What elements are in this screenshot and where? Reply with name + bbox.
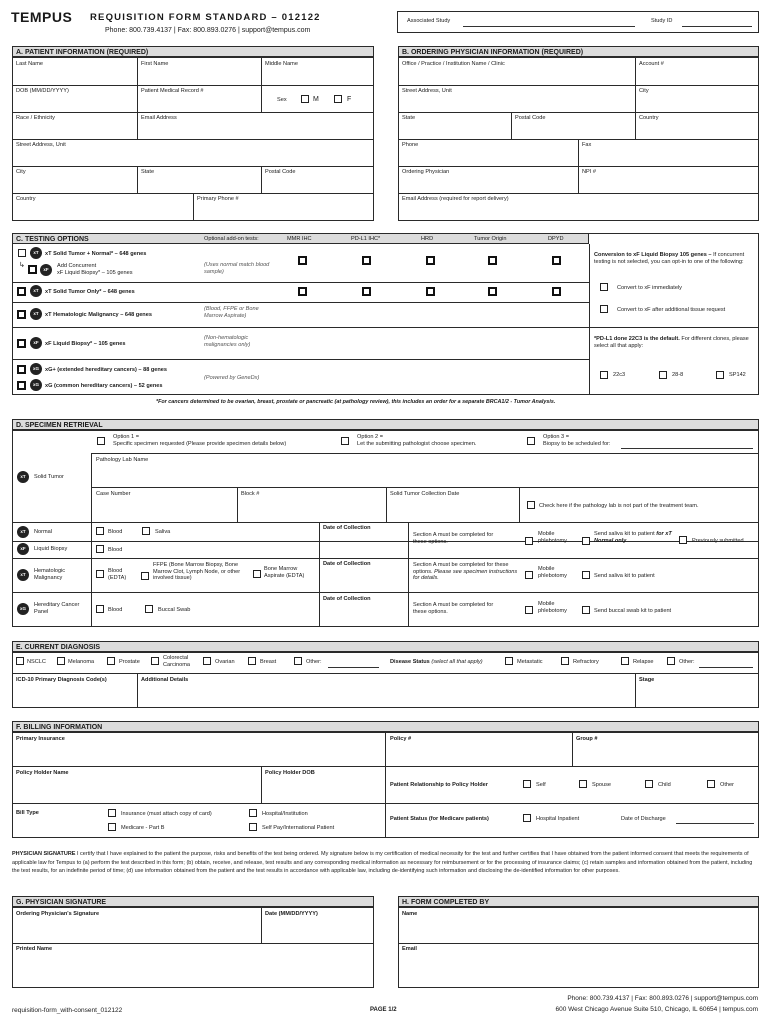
addon-tests-label: Optional add-on tests: bbox=[204, 236, 259, 242]
heme-mobile-label: Mobile phlebotomy bbox=[538, 566, 567, 579]
dx-breast-checkbox[interactable] bbox=[248, 657, 256, 665]
xg-badge-icon: xG bbox=[30, 363, 42, 375]
collection-date-label: Solid Tumor Collection Date bbox=[390, 491, 460, 497]
dx-prostate-label: Prostate bbox=[119, 659, 140, 665]
heme-bma-checkbox[interactable] bbox=[253, 570, 261, 578]
pdl1-default: *PD-L1 done 22C3 is the default. bbox=[594, 336, 680, 342]
xf-badge-icon: xF bbox=[30, 337, 42, 349]
rel-spouse-checkbox[interactable] bbox=[579, 780, 587, 788]
uses-normal-note: (Uses normal match blood sample) bbox=[204, 262, 270, 275]
section-d-header: D. SPECIMEN RETRIEVAL bbox=[12, 419, 759, 430]
block-label: Block # bbox=[241, 491, 260, 497]
normal-saliva-label: Saliva bbox=[155, 529, 171, 535]
rel-self-checkbox[interactable] bbox=[523, 780, 531, 788]
hered-mobile-label: Mobile phlebotomy bbox=[538, 601, 567, 614]
sex-label: Sex bbox=[277, 97, 287, 103]
case-number-label: Case Number bbox=[96, 491, 131, 497]
option3-text: Biopsy to be scheduled for: bbox=[543, 441, 611, 447]
phys-state-label: State bbox=[402, 115, 416, 121]
xt-heme-label: xT Hematologic Malignancy – 648 genes bbox=[45, 312, 152, 318]
normal-mobile-label: Mobile phlebotomy bbox=[538, 531, 567, 544]
dx-other-checkbox[interactable] bbox=[294, 657, 302, 665]
section-g-header: G. PHYSICIAN SIGNATURE bbox=[12, 896, 374, 907]
path-not-team-label: Check here if the pathology lab is not part of the treatment team. bbox=[539, 503, 699, 509]
policy-holder-label: Policy Holder Name bbox=[16, 770, 69, 776]
option1-text: Specific specimen requested (Please provide specimen details below) bbox=[113, 441, 287, 447]
rel-other-checkbox[interactable] bbox=[707, 780, 715, 788]
liquid-blood-checkbox[interactable] bbox=[96, 545, 104, 553]
last-name-label: Last Name bbox=[16, 61, 44, 67]
account-label: Account # bbox=[639, 61, 664, 67]
additional-details-label: Additional Details bbox=[141, 677, 189, 683]
xt-normal-origin-checkbox[interactable] bbox=[488, 256, 497, 265]
option3-checkbox[interactable] bbox=[527, 437, 535, 445]
footer-page: PAGE 1/2 bbox=[370, 1007, 397, 1013]
xt-only-mmr-checkbox[interactable] bbox=[298, 287, 307, 296]
patient-city-label: City bbox=[16, 169, 26, 175]
patient-postal-label: Postal Code bbox=[265, 169, 296, 175]
dx-ovarian-label: Ovarian bbox=[215, 659, 235, 665]
status-other-checkbox[interactable] bbox=[667, 657, 675, 665]
rel-child-checkbox[interactable] bbox=[645, 780, 653, 788]
heme-blood-checkbox[interactable] bbox=[96, 570, 104, 578]
sig-statement-text: I certify that I have explained to the patient the purpose, risks and benefits of the test being ordered. My signature below is my certification of medical necessity for the test and further certifies that I have obtained from the patient informed consent that meets the requirements of applicable law for Tempus to (a) perform the test described in this form; (b) obtain, receive, and release, test results and any corresponding medical information as necessary for reimbursement or for the processing of insurance claims; (c) retain samples and information obtained from the patient, including the test results, for an indefinite period of time; (d) use information obtained from the patient and the test results in accordance with applicable law, including de-identifying such information and disclosing the de-identified information for other purposes. bbox=[12, 851, 753, 875]
heme-ffpe-label: FFPE (Bone Marrow Biopsy, Bone Marrow Clot, Lymph Node, or other involved tissue) bbox=[153, 562, 241, 582]
xt-normal-label: xT Solid Tumor + Normal* – 648 genes bbox=[45, 251, 147, 257]
normal-doc-label: Date of Collection bbox=[323, 525, 371, 531]
sex-f-label: F bbox=[347, 96, 352, 103]
heme-seca-req-text: Section A must be completed for these options. bbox=[413, 562, 509, 575]
convert-immediately-checkbox[interactable] bbox=[600, 283, 608, 291]
option2-label: Option 2 = bbox=[357, 434, 383, 440]
hered-seca-req-text: Section A must be completed for these options. bbox=[413, 602, 494, 615]
hered-blood-checkbox[interactable] bbox=[96, 605, 104, 613]
heme-send-kit-checkbox[interactable] bbox=[582, 571, 590, 579]
solid-tumor-label: Solid Tumor bbox=[34, 474, 64, 480]
patient-status-label: Patient Status (for Medicare patients) bbox=[390, 816, 489, 822]
section-h-box bbox=[398, 907, 759, 988]
dx-melanoma-checkbox[interactable] bbox=[57, 657, 65, 665]
xt-normal-hrd-checkbox[interactable] bbox=[426, 256, 435, 265]
xt-normal-checkbox[interactable] bbox=[18, 249, 26, 257]
middle-name-label: Middle Name bbox=[265, 61, 298, 67]
heme-seca-req bbox=[413, 562, 521, 582]
section-h-header: H. FORM COMPLETED BY bbox=[398, 896, 759, 907]
xt-heme-checkbox[interactable] bbox=[17, 310, 26, 319]
normal-saliva-checkbox[interactable] bbox=[142, 527, 150, 535]
disease-status-label: Disease Status bbox=[390, 659, 430, 665]
printed-name-label: Printed Name bbox=[16, 946, 53, 952]
sex-f-checkbox[interactable] bbox=[334, 95, 342, 103]
status-metastatic-checkbox[interactable] bbox=[505, 657, 513, 665]
heme-mobile-checkbox[interactable] bbox=[525, 571, 533, 579]
liquid-biopsy-label: Liquid Biopsy bbox=[34, 546, 68, 552]
convert-after-checkbox[interactable] bbox=[600, 305, 608, 313]
assoc-study-label: Associated Study bbox=[407, 18, 451, 24]
clone-22c3-checkbox[interactable] bbox=[600, 371, 608, 379]
dob-label: DOB (MM/DD/YYYY) bbox=[16, 88, 69, 94]
heme-seca-req2: Please see specimen instructions for details. bbox=[413, 568, 518, 582]
hered-doc-label: Date of Collection bbox=[323, 596, 371, 602]
footer-address: 600 West Chicago Avenue Suite 510, Chicago, IL 60654 | tempus.com bbox=[555, 1006, 758, 1013]
dx-nsclc-label: NSCLC bbox=[27, 659, 46, 665]
section-e-header: E. CURRENT DIAGNOSIS bbox=[12, 641, 759, 652]
sex-m-checkbox[interactable] bbox=[301, 95, 309, 103]
clone-28-8-checkbox[interactable] bbox=[659, 371, 667, 379]
completed-email-label: Email bbox=[402, 946, 417, 952]
addon-col-tumor-origin: Tumor Origin bbox=[474, 236, 507, 242]
disease-status-note: (select all that apply) bbox=[431, 659, 483, 665]
signature-date-label: Date (MM/DD/YYYY) bbox=[265, 911, 318, 917]
inpatient-label: Hospital Inpatient bbox=[536, 816, 580, 822]
xt-normal-pdl1-checkbox[interactable] bbox=[362, 256, 371, 265]
clone-sp142-label: SP142 bbox=[729, 372, 746, 378]
normal-label: Normal bbox=[34, 529, 53, 535]
section-c-header: C. TESTING OPTIONS bbox=[12, 233, 589, 244]
xt-only-label: xT Solid Tumor Only* – 648 genes bbox=[45, 289, 135, 295]
xg-badge-icon: xG bbox=[30, 379, 42, 391]
convert-immediately-label: Convert to xF immediately bbox=[617, 285, 682, 291]
phys-phone-label: Phone bbox=[402, 142, 419, 148]
xf-badge-icon: xF bbox=[40, 264, 52, 276]
patient-state-label: State bbox=[141, 169, 155, 175]
xt-only-dpyd-checkbox[interactable] bbox=[552, 287, 561, 296]
phys-city-label: City bbox=[639, 88, 649, 94]
rel-self-label: Self bbox=[536, 782, 546, 788]
normal-blood-checkbox[interactable] bbox=[96, 527, 104, 535]
footer-contact: Phone: 800.739.4137 | Fax: 800.893.0276 | support@tempus.com bbox=[567, 995, 758, 1002]
concurrent-xf-label: xF Liquid Biopsy* – 105 genes bbox=[57, 270, 133, 276]
xt-badge-icon: xT bbox=[17, 526, 29, 538]
disease-status bbox=[390, 659, 483, 666]
npi-label: NPI # bbox=[582, 169, 596, 175]
xg-checkbox[interactable] bbox=[17, 381, 26, 390]
patient-country-label: Country bbox=[16, 196, 36, 202]
previously-submitted-label: Previously submitted bbox=[692, 538, 744, 544]
dx-colorectal-checkbox[interactable] bbox=[151, 657, 159, 665]
status-refractory-label: Refractory bbox=[573, 659, 599, 665]
inpatient-checkbox[interactable] bbox=[523, 814, 531, 822]
xg-label: xG (common hereditary cancers) – 52 genes bbox=[45, 383, 163, 389]
rel-spouse-label: Spouse bbox=[592, 782, 611, 788]
pdl1-instructions: For different clones, please select all that apply: bbox=[594, 336, 749, 349]
clone-sp142-checkbox[interactable] bbox=[716, 371, 724, 379]
normal-send-kit-label bbox=[594, 531, 672, 544]
xg-plus-checkbox[interactable] bbox=[17, 365, 26, 374]
discharge-label: Date of Discharge bbox=[621, 816, 666, 822]
bill-hospital-checkbox[interactable] bbox=[249, 809, 257, 817]
phys-country-label: Country bbox=[639, 115, 659, 121]
normal-blood-label: Blood bbox=[108, 529, 123, 535]
dx-prostate-checkbox[interactable] bbox=[107, 657, 115, 665]
dx-colorectal-label: Colorectal Carcinoma bbox=[163, 655, 191, 668]
heme-note: (Blood, FFPE or Bone Marrow Aspirate) bbox=[204, 306, 259, 319]
xt-badge-icon: xT bbox=[30, 308, 42, 320]
bill-type-label: Bill Type bbox=[16, 810, 39, 816]
concurrent-arrow-icon: ↳ bbox=[19, 262, 25, 269]
patient-phone-label: Primary Phone # bbox=[197, 196, 239, 202]
mrn-label: Patient Medical Record # bbox=[141, 88, 204, 94]
section-c-footnote: *For cancers determined to be ovarian, breast, prostate or pancreatic (at pathology review), this includes an order for a separate BRCA1/2 - Tumor Analysis. bbox=[156, 399, 556, 405]
phys-email-label: Email Address (required for report delivery) bbox=[402, 196, 509, 202]
phys-postal-label: Postal Code bbox=[515, 115, 546, 121]
policy-holder-dob-label: Policy Holder DOB bbox=[265, 770, 315, 776]
xt-badge-icon: xT bbox=[17, 569, 29, 581]
send-kit-xt-note: for xT Normal only bbox=[594, 531, 672, 544]
convert-after-label: Convert to xF after additional tissue request bbox=[617, 307, 726, 313]
addon-col-mmr: MMR IHC bbox=[287, 236, 312, 242]
bill-insurance-checkbox[interactable] bbox=[108, 809, 116, 817]
xt-only-hrd-checkbox[interactable] bbox=[426, 287, 435, 296]
group-number-label: Group # bbox=[576, 736, 598, 742]
xt-badge-icon: xT bbox=[17, 471, 29, 483]
section-f-header: F. BILLING INFORMATION bbox=[12, 721, 759, 732]
completed-name-label: Name bbox=[402, 911, 418, 917]
header-contact: Phone: 800.739.4137 | Fax: 800.893.0276 | support@tempus.com bbox=[105, 27, 311, 34]
study-id-label: Study ID bbox=[651, 18, 673, 24]
heme-ffpe-checkbox[interactable] bbox=[141, 572, 149, 580]
option3-label: Option 3 = bbox=[543, 434, 569, 440]
footer-filename: requisition-form_with-consent_012122 bbox=[12, 1007, 123, 1014]
addon-col-hrd: HRD bbox=[421, 236, 434, 242]
option2-checkbox[interactable] bbox=[341, 437, 349, 445]
liquid-blood-label: Blood bbox=[108, 547, 123, 553]
xg-badge-icon: xG bbox=[17, 603, 29, 615]
hered-seca-req bbox=[413, 602, 508, 615]
xt-normal-dpyd-checkbox[interactable] bbox=[552, 256, 561, 265]
dx-ovarian-checkbox[interactable] bbox=[203, 657, 211, 665]
sex-m-label: M bbox=[313, 96, 319, 103]
hered-buccal-checkbox[interactable] bbox=[145, 605, 153, 613]
section-b-header: B. ORDERING PHYSICIAN INFORMATION (REQUIRED) bbox=[398, 46, 759, 57]
hered-buccal-label: Buccal Swab bbox=[158, 607, 191, 613]
status-metastatic-label: Metastatic bbox=[517, 659, 543, 665]
physician-signature-statement bbox=[12, 850, 759, 876]
xf-badge-icon: xF bbox=[17, 543, 29, 555]
dx-other-line[interactable] bbox=[328, 667, 379, 668]
xf-checkbox[interactable] bbox=[17, 339, 26, 348]
section-g-box bbox=[12, 907, 374, 988]
logo: TEMPUS bbox=[11, 9, 73, 25]
path-lab-label: Pathology Lab Name bbox=[96, 457, 149, 463]
study-box bbox=[397, 11, 759, 33]
hered-send-buccal-label: Send buccal swab kit to patient bbox=[594, 608, 672, 614]
phys-fax-label: Fax bbox=[582, 142, 592, 148]
normal-mobile-checkbox[interactable] bbox=[525, 537, 533, 545]
heme-blood-label: Blood (EDTA) bbox=[108, 568, 127, 581]
assoc-study-line[interactable] bbox=[463, 26, 635, 27]
study-id-line[interactable] bbox=[682, 26, 752, 27]
hereditary-panel-label: Hereditary Cancer Panel bbox=[34, 602, 80, 615]
status-relapse-label: Relapse bbox=[633, 659, 654, 665]
heme-malignancy-label: Hematologic Malignancy bbox=[34, 568, 66, 581]
bill-selfpay-label: Self Pay/International Patient bbox=[262, 825, 335, 831]
option3-date-line[interactable] bbox=[621, 448, 753, 449]
add-concurrent-label: Add Concurrent bbox=[57, 263, 97, 269]
send-kit-text: Send saliva kit to patient bbox=[594, 531, 655, 537]
xt-badge-icon: xT bbox=[30, 247, 42, 259]
sig-statement-label: PHYSICIAN SIGNATURE bbox=[12, 851, 76, 857]
phys-street-label: Street Address, Unit bbox=[402, 88, 452, 94]
conversion-title: Conversion to xF Liquid Biopsy 105 genes – bbox=[594, 252, 712, 258]
previously-submitted-checkbox[interactable] bbox=[679, 536, 687, 544]
bill-selfpay-checkbox[interactable] bbox=[249, 823, 257, 831]
policy-number-label: Policy # bbox=[390, 736, 412, 742]
xg-plus-label: xG+ (extended hereditary cancers) – 88 genes bbox=[45, 367, 168, 373]
pdl1-text bbox=[594, 336, 754, 349]
icd-label: ICD-10 Primary Diagnosis Code(s) bbox=[16, 677, 107, 683]
clone-28-8-label: 28-8 bbox=[672, 372, 684, 378]
relationship-label: Patient Relationship to Policy Holder bbox=[390, 782, 488, 788]
dx-breast-label: Breast bbox=[260, 659, 277, 665]
discharge-line[interactable] bbox=[676, 823, 754, 824]
physician-signature-label: Ordering Physician's Signature bbox=[16, 911, 100, 917]
status-other-label: Other: bbox=[679, 659, 695, 665]
normal-seca-req bbox=[413, 532, 508, 545]
bill-medicare-checkbox[interactable] bbox=[108, 823, 116, 831]
clone-22c3-label: 22c3 bbox=[613, 372, 626, 378]
status-relapse-checkbox[interactable] bbox=[621, 657, 629, 665]
conversion-text bbox=[594, 252, 754, 265]
dx-nsclc-checkbox[interactable] bbox=[16, 657, 24, 665]
section-a-header: A. PATIENT INFORMATION (REQUIRED) bbox=[12, 46, 374, 57]
concurrent-xf-checkbox[interactable] bbox=[28, 265, 37, 274]
genedx-note: (Powered by GeneDx) bbox=[204, 375, 260, 381]
patient-email-label: Email Address bbox=[141, 115, 177, 121]
xf-note: (Non-hematologic malignancies only) bbox=[204, 335, 251, 348]
xt-only-pdl1-checkbox[interactable] bbox=[362, 287, 371, 296]
xt-only-origin-checkbox[interactable] bbox=[488, 287, 497, 296]
path-not-team-checkbox[interactable] bbox=[527, 501, 535, 509]
patient-street-label: Street Address, Unit bbox=[16, 142, 66, 148]
hered-mobile-checkbox[interactable] bbox=[525, 606, 533, 614]
xt-only-checkbox[interactable] bbox=[17, 287, 26, 296]
addon-col-dpyd: DPYD bbox=[548, 236, 564, 242]
status-refractory-checkbox[interactable] bbox=[561, 657, 569, 665]
stage-label: Stage bbox=[639, 677, 655, 683]
option2-text: Let the submitting pathologist choose specimen. bbox=[357, 441, 477, 447]
bill-insurance-label: Insurance (must attach copy of card) bbox=[121, 811, 212, 817]
office-label: Office / Practice / Institution Name / Clinic bbox=[402, 61, 505, 67]
xt-normal-mmr-checkbox[interactable] bbox=[298, 256, 307, 265]
primary-insurance-label: Primary Insurance bbox=[16, 736, 65, 742]
form-title: REQUISITION FORM STANDARD – 012122 bbox=[90, 12, 321, 23]
bill-medicare-label: Medicare - Part B bbox=[121, 825, 165, 831]
addon-col-pdl1: PD-L1 IHC* bbox=[351, 236, 381, 242]
dx-other-label: Other: bbox=[306, 659, 322, 665]
hered-blood-label: Blood bbox=[108, 607, 123, 613]
normal-send-kit-checkbox[interactable] bbox=[582, 537, 590, 545]
option1-label: Option 1 = bbox=[113, 434, 139, 440]
heme-doc-label: Date of Collection bbox=[323, 561, 371, 567]
status-other-line[interactable] bbox=[699, 667, 753, 668]
option1-checkbox[interactable] bbox=[97, 437, 105, 445]
hered-send-buccal-checkbox[interactable] bbox=[582, 606, 590, 614]
xt-badge-icon: xT bbox=[30, 285, 42, 297]
ordering-physician-label: Ordering Physician bbox=[402, 169, 450, 175]
seca-req-text: Section A must be completed for these options. bbox=[413, 532, 494, 545]
dx-melanoma-label: Melanoma bbox=[68, 659, 95, 665]
heme-bma-label: Bone Marrow Aspirate (EDTA) bbox=[264, 566, 305, 579]
rel-child-label: Child bbox=[658, 782, 671, 788]
first-name-label: First Name bbox=[141, 61, 169, 67]
conversion-desc: If concurrent testing is not selected, you can opt-in to one of the following: bbox=[594, 252, 745, 265]
heme-send-kit-label: Send saliva kit to patient bbox=[594, 573, 655, 579]
rel-other-label: Other bbox=[720, 782, 734, 788]
race-label: Race / Ethnicity bbox=[16, 115, 55, 121]
bill-hospital-label: Hospital/Institution bbox=[262, 811, 308, 817]
xf-label: xF Liquid Biopsy* – 105 genes bbox=[45, 341, 126, 347]
